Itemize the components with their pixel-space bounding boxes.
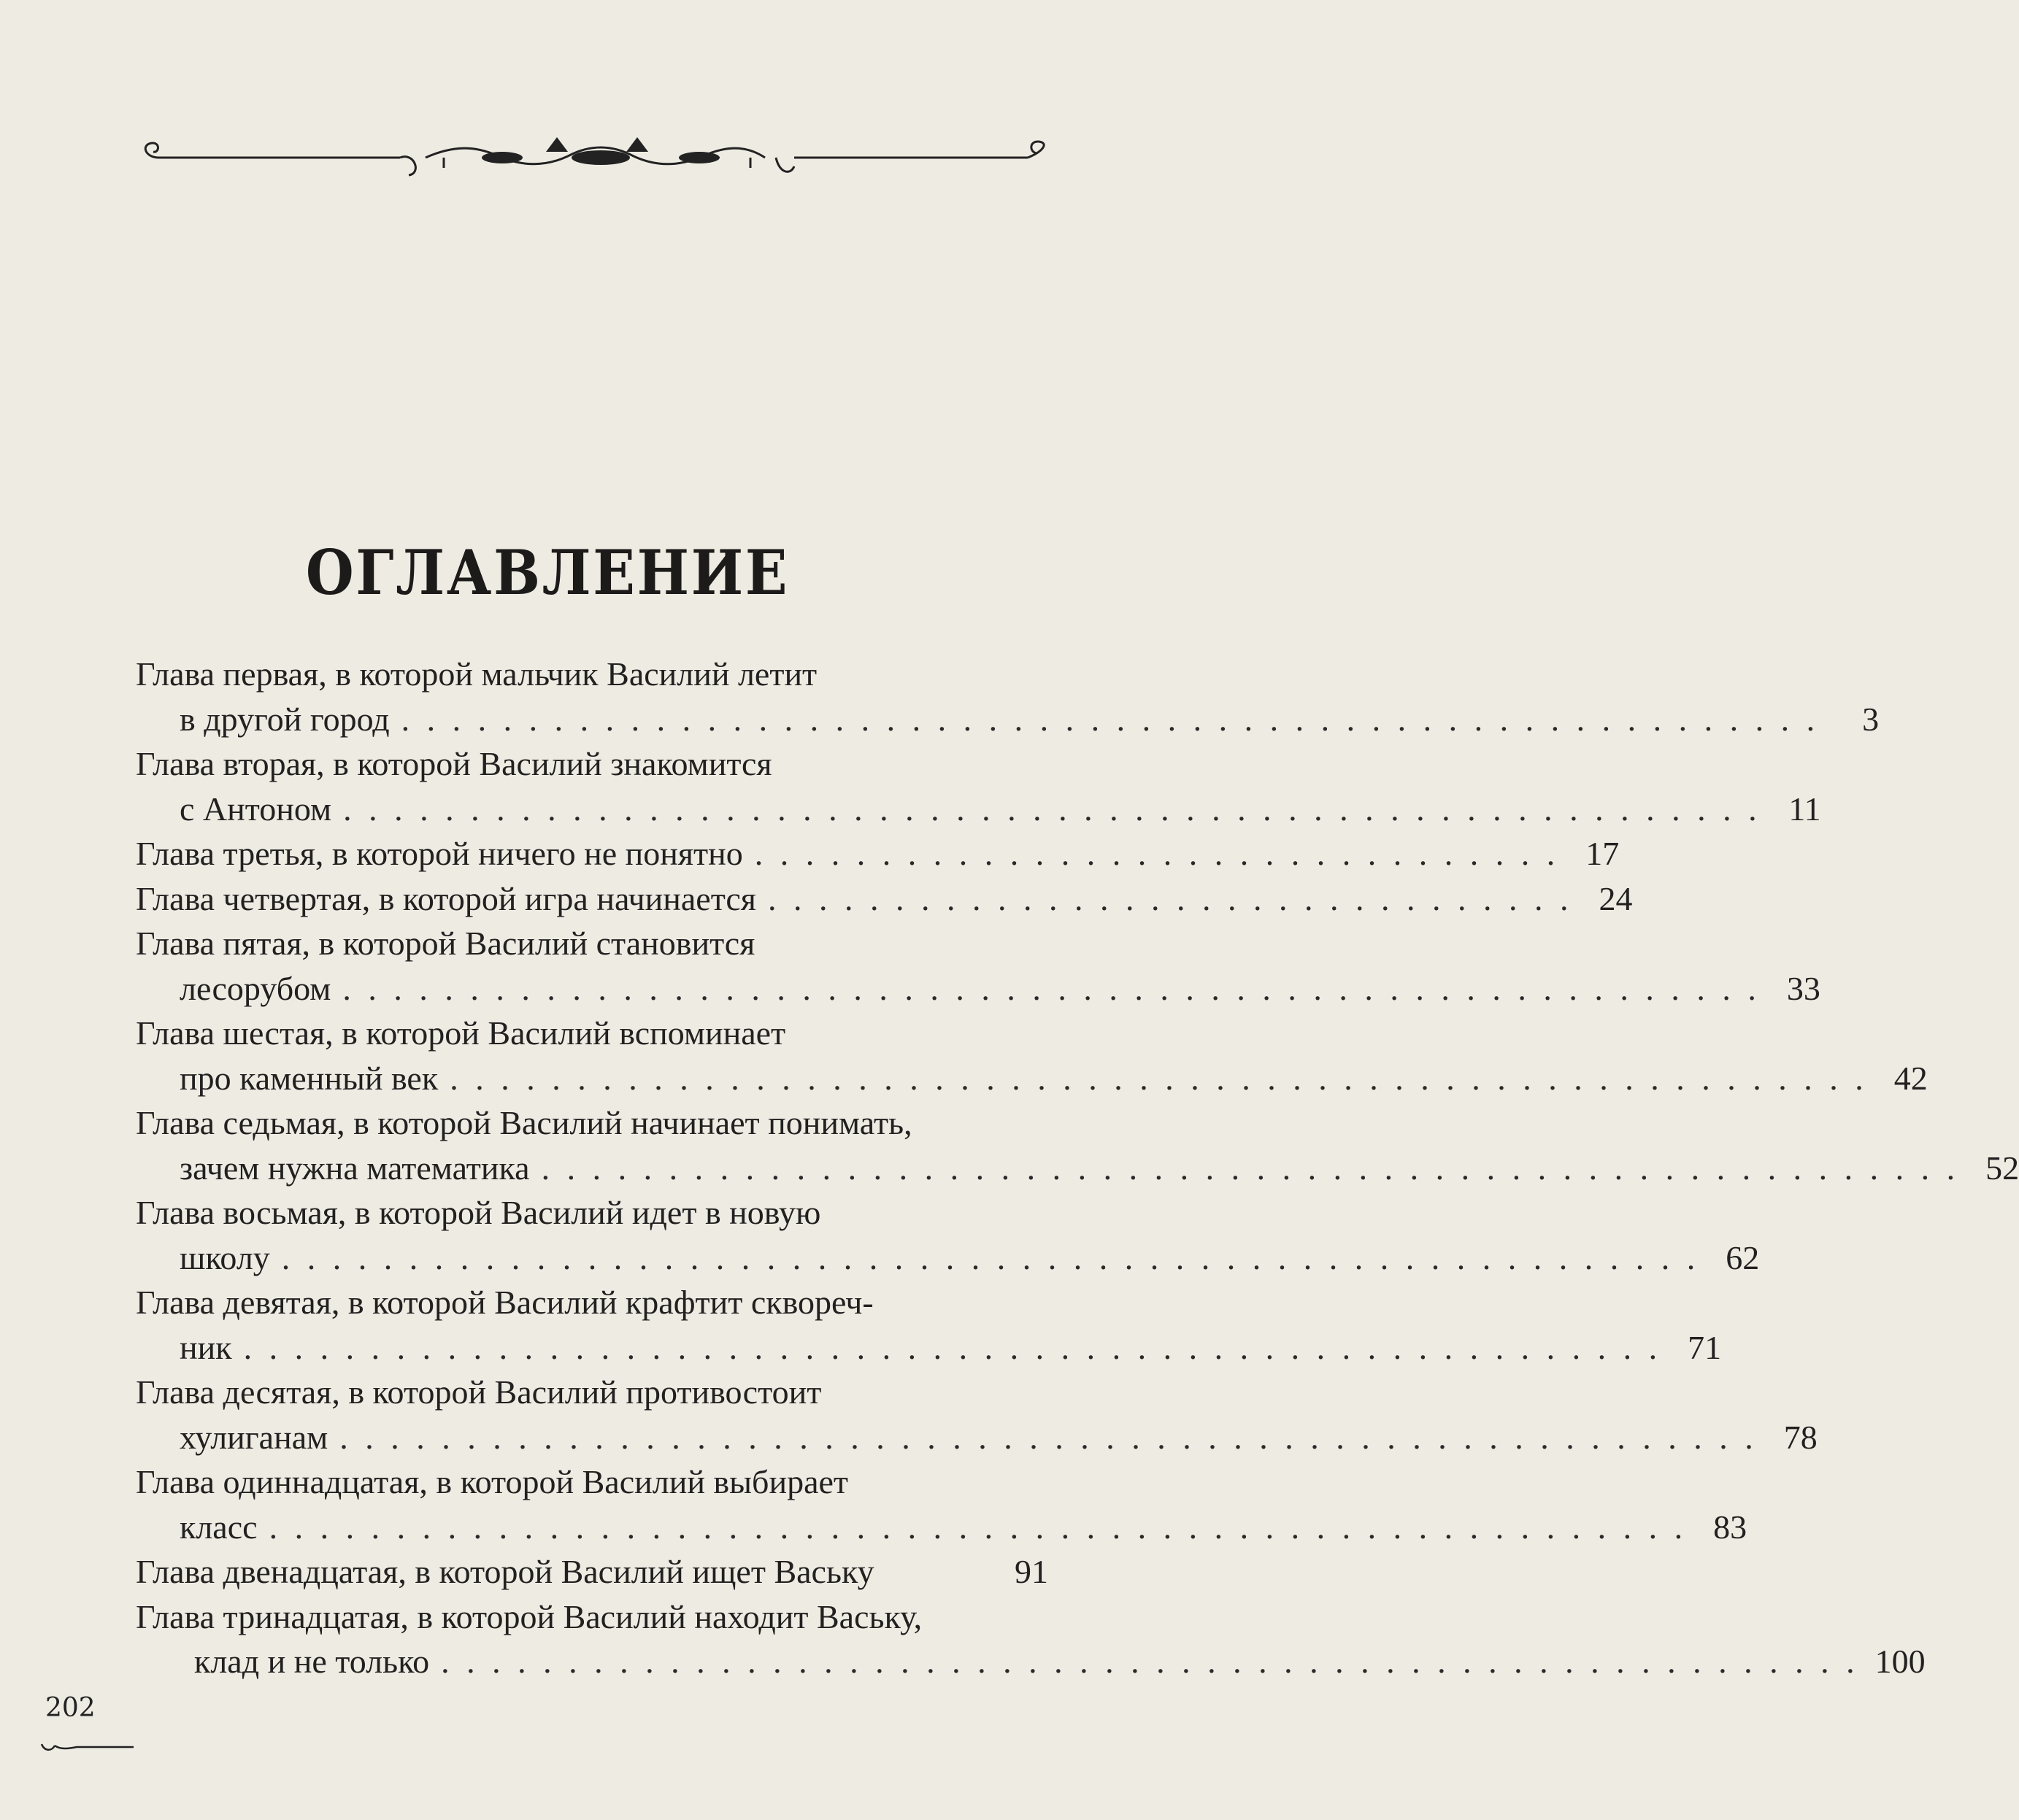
toc-entry [136, 1595, 1926, 1684]
toc-page-number: 62 [1726, 1238, 1760, 1276]
dot-leader: . . . . . . . . . . . . . . . . . . . . . . . . . . . . . . . . . . . . . . . . . . . . . . . . . . . . . . . . [342, 969, 1761, 1007]
toc-entry [136, 1549, 1048, 1595]
toc-entry [136, 652, 1880, 741]
toc-entry-title: Глава одиннадцатая, в которой Василий выбирает [136, 1463, 849, 1500]
toc-entry [136, 1370, 1818, 1460]
toc-page-number: 71 [1688, 1328, 1722, 1366]
toc-entry-title: Глава восьмая, в которой Василий идет в новую [136, 1194, 821, 1231]
toc-entry [136, 876, 1633, 922]
toc-entry-title-cont: лесорубом [180, 969, 331, 1007]
dot-leader: . . . . . . . . . . . . . . . . . . . . . . . . . . . . . . . . [767, 879, 1573, 917]
toc-page-number: 33 [1786, 969, 1820, 1007]
table-of-contents [136, 652, 2019, 1684]
toc-entry-title-cont: ник [180, 1328, 232, 1366]
toc-page-number: 83 [1713, 1508, 1747, 1546]
toc-entry-title-cont: класс [180, 1508, 258, 1546]
toc-page-number: 24 [1599, 879, 1633, 917]
dot-leader: . . . . . . . . . . . . . . . . . . . . . . . . . . . . . . . . . . . . . . . . . . . . . . . . . . . . . . . . [450, 1059, 1868, 1097]
toc-page-number: 100 [1874, 1643, 1926, 1680]
toc-entry [136, 1190, 1760, 1280]
toc-entry [136, 741, 1821, 831]
toc-entry-title: Глава десятая, в которой Василий противостоит [136, 1373, 822, 1411]
toc-entry-title-cont: клад и не только [194, 1643, 430, 1680]
decorative-divider-ornament [137, 130, 1055, 196]
dot-leader: . . . . . . . . . . . . . . . . . . . . . . . . . . . . . . . . . . . . . . . . . . . . . . . . . . . . . . . . [269, 1508, 1688, 1546]
toc-entry-title: Глава шестая, в которой Василий вспоминает [136, 1014, 786, 1052]
toc-page-number: 3 [1862, 700, 1880, 738]
toc-entry-title: Глава седьмая, в которой Василий начинает понимать, [136, 1104, 912, 1141]
toc-page-number: 52 [1985, 1149, 2019, 1187]
page-number: 202 [45, 1693, 96, 1723]
toc-entry-title: Глава третья, в которой ничего не понятно [136, 835, 743, 872]
toc-entry-title: Глава первая, в которой мальчик Василий летит [136, 655, 818, 693]
toc-entry-title: Глава двенадцатая, в которой Василий ищет Ваську [136, 1553, 874, 1590]
dot-leader: . . . . . . . . . . . . . . . . . . . . . . . . . . . . . . . . [754, 835, 1560, 872]
toc-entry-title: Глава пятая, в которой Василий становится [136, 925, 755, 962]
toc-page-number: 11 [1788, 790, 1821, 828]
toc-entry [136, 1100, 2019, 1190]
toc-page-number: 42 [1893, 1059, 1928, 1097]
toc-entry-title-cont: школу [180, 1238, 270, 1276]
toc-entry [136, 1011, 1928, 1100]
toc-entry-title-cont: зачем нужна математика [180, 1149, 530, 1187]
toc-entry-title: Глава четвертая, в которой игра начинается [136, 879, 756, 917]
dot-leader: . . . . . . . . . . . . . . . . . . . . . . . . . . . . . . . . . . . . . . . . . . . . . . . . . . . . . . . . [441, 1643, 1859, 1680]
toc-entry-title-cont: про каменный век [180, 1059, 439, 1097]
toc-entry-title-cont: в другой город [180, 700, 390, 738]
toc-page-number: 17 [1585, 835, 1620, 872]
toc-entry [136, 831, 1620, 876]
dot-leader: . . . . . . . . . . . . . . . . . . . . . . . . . . . . . . . . . . . . . . . . . . . . . . . . . . . . . . . . [343, 790, 1761, 828]
toc-entry-title-part1: Глава девятая, в которой Василий крафтит сквореч- [136, 1284, 874, 1321]
page-title: ОГЛАВЛЕНИЕ [305, 536, 790, 609]
toc-entry-title-cont: хулиганам [180, 1418, 328, 1456]
dot-leader: . . . . . . . . . . . . . . . . . . . . . . . . . . . . . . . . . . . . . . . . . . . . . . . . . . . . . . . . [401, 700, 1820, 738]
page-number-flourish [40, 1740, 135, 1754]
toc-entry-title: Глава тринадцатая, в которой Василий находит Ваську, [136, 1597, 923, 1635]
toc-page-number: 91 [1015, 1553, 1048, 1590]
dot-leader: . . . . . . . . . . . . . . . . . . . . . . . . . . . . . . . . . . . . . . . . . . . . . . . . . . . . . . . . [281, 1238, 1700, 1276]
toc-entry-title-cont: с Антоном [180, 790, 332, 828]
dot-leader: . . . . . . . . . . . . . . . . . . . . . . . . . . . . . . . . . . . . . . . . . . . . . . . . . . . . . . . . [339, 1418, 1758, 1456]
toc-entry [136, 1460, 1747, 1549]
toc-entry-title [136, 1280, 1048, 1325]
dot-leader: . . . . . . . . . . . . . . . . . . . . . . . . . . . . . . . . . . . . . . . . . . . . . . . . . . . . . . . . [243, 1328, 1662, 1366]
toc-entry [136, 1280, 1722, 1370]
toc-page-number: 78 [1783, 1418, 1818, 1456]
dot-leader: . . . . . . . . . . . . . . . . . . . . . . . . . . . . . . . . . . . . . . . . . . . . . . . . . . . . . . . . [541, 1149, 1960, 1187]
toc-entry-title: Глава вторая, в которой Василий знакомится [136, 745, 772, 782]
toc-entry [136, 921, 1820, 1011]
